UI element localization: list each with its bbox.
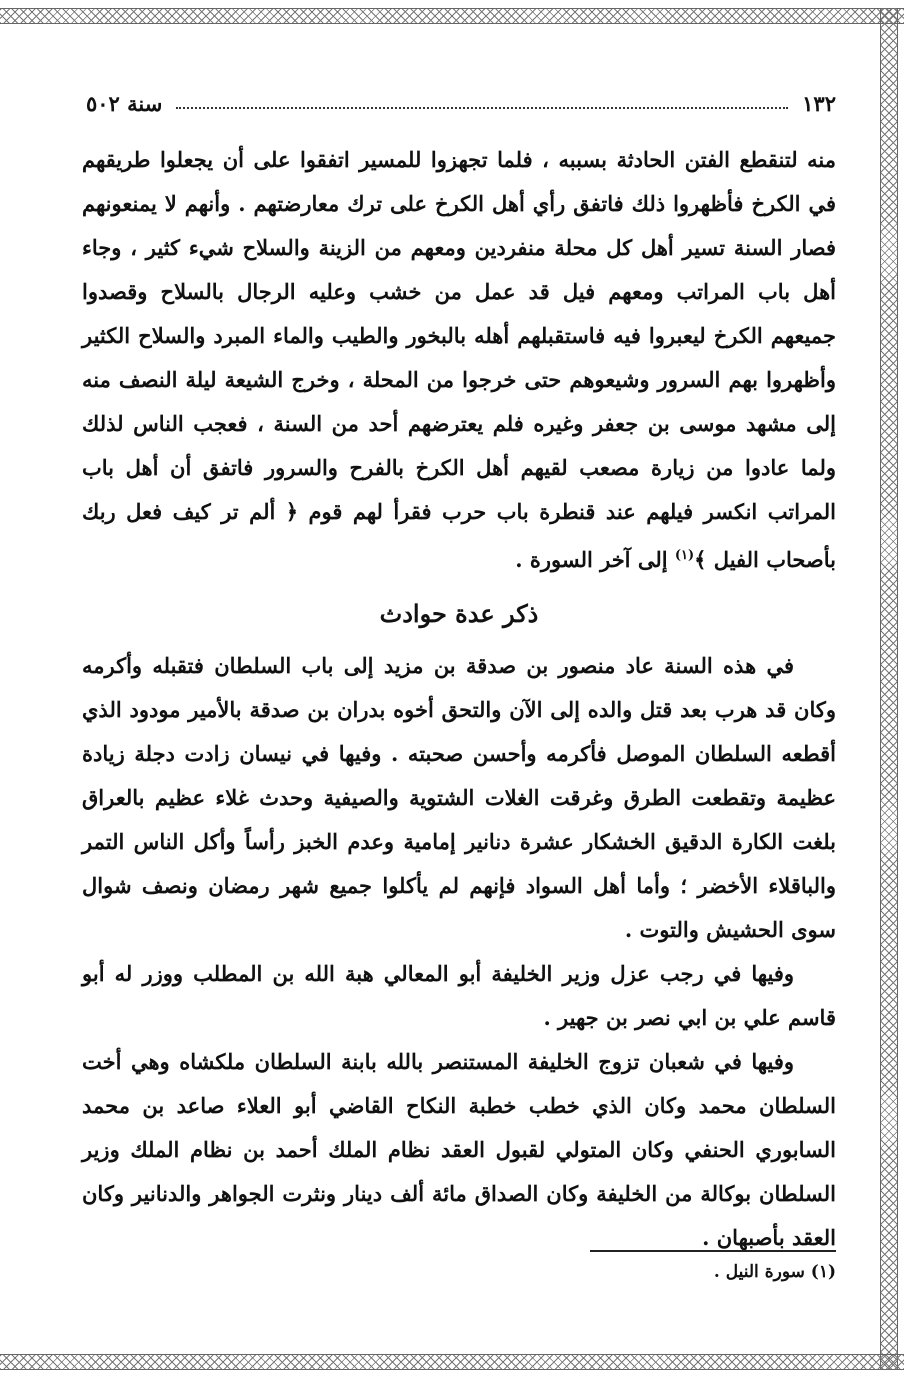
page-header (86, 88, 836, 118)
top-ornamental-border (0, 8, 904, 24)
paragraph: في هذه السنة عاد منصور بن صدقة بن مزيد إلى باب السلطان فتقبله وأكرمه وكان قد هرب بعد قتل والده إلى الآن والتحق أخوه بدران بن صدقة بالأمير مودود الذي أقطعه السلطان الموصل فأكرمه وأحسن صحبته . وفيها في نيسان زادت دجلة زيادة عظيمة وتقطعت الطرق وغرقت الغلات الشتوية والصيفية وحدث غلاء عظيم بالعراق بلغت الكارة الدقيق الخشكار عشرة دنانير إمامية وعدم الخبز رأساً وأكل الناس التمر والباقلاء الأخضر ؛ وأما أهل السواد فإنهم لم يأكلوا جميع شهر رمضان ونصف شوال سوى الحشيش والتوت . (82, 653, 836, 942)
page-body (82, 138, 836, 1260)
footnote-marker: (١) (674, 548, 695, 563)
section-title: ذكر عدة حوادث (379, 599, 539, 628)
year-label: سنة ٥٠٢ (86, 90, 163, 116)
paragraph: وفيها في رجب عزل وزير الخليفة أبو المعالي هبة الله بن المطلب ووزر له أبو قاسم علي بن ابي نصر بن جهير . (82, 961, 836, 1030)
header-dotted-leader (176, 107, 788, 109)
footnote: (١) سورة النيل . (713, 1262, 836, 1282)
paragraph-continuation (82, 138, 836, 582)
paragraph: وفيها في شعبان تزوج الخليفة المستنصر بالله بابنة السلطان ملكشاه وهي أخت السلطان محمد وكان الذي خطب خطبة النكاح القاضي أبو العلاء صاعد بن محمد السابوري الحنفي وكان المتولي لقبول العقد نظام الملك أحمد بن نظام الملك وزير السلطان بوكالة من الخليفة وكان الصداق مائة ألف دينار ونثرت الجواهر والدنانير وكان العقد بأصبهان . (82, 1049, 836, 1250)
bottom-ornamental-border (0, 1354, 904, 1370)
right-ornamental-border (880, 8, 898, 1370)
paragraph-tail: إلى آخر السورة . (515, 547, 668, 572)
paragraph-text: منه لتنقطع الفتن الحادثة بسببه ، فلما تجهزوا للمسير اتفقوا على أن يجعلوا طريقهم في الكرخ فأظهروا ذلك فاتفق رأي أهل الكرخ على ترك معارضتهم . وأنهم لا يمنعونهم فصار السنة تسير أهل كل محلة منفردين ومعهم من الزينة والسلاح شيء كثير ، وجاء أهل باب المراتب ومعهم فيل قد عمل من خشب وعليه الرجال بالسلاح وقصدوا جميعهم الكرخ ليعبروا فيه فاستقبلهم أهله بالبخور والطيب والماء المبرد والسلاح الكثير وأظهروا بهم السرور وشيعوهم حتى خرجوا من المحلة ، وخرج الشيعة ليلة النصف منه إلى مشهد موسى بن جعفر وغيره فلم يعترضهم أحد من السنة ، فعجب الناس لذلك ولما عادوا من زيارة مصعب لقيهم أهل الكرخ بالفرح والسرور فاتفق أن أهل باب المراتب انكسر فيلهم عند قنطرة باب حرب فقرأ لهم قوم ﴿ ألم تر كيف فعل ربك بأصحاب الفيل ﴾ (82, 147, 836, 572)
footnote-divider (590, 1250, 836, 1252)
page-number: ١٣٢ (802, 90, 836, 116)
